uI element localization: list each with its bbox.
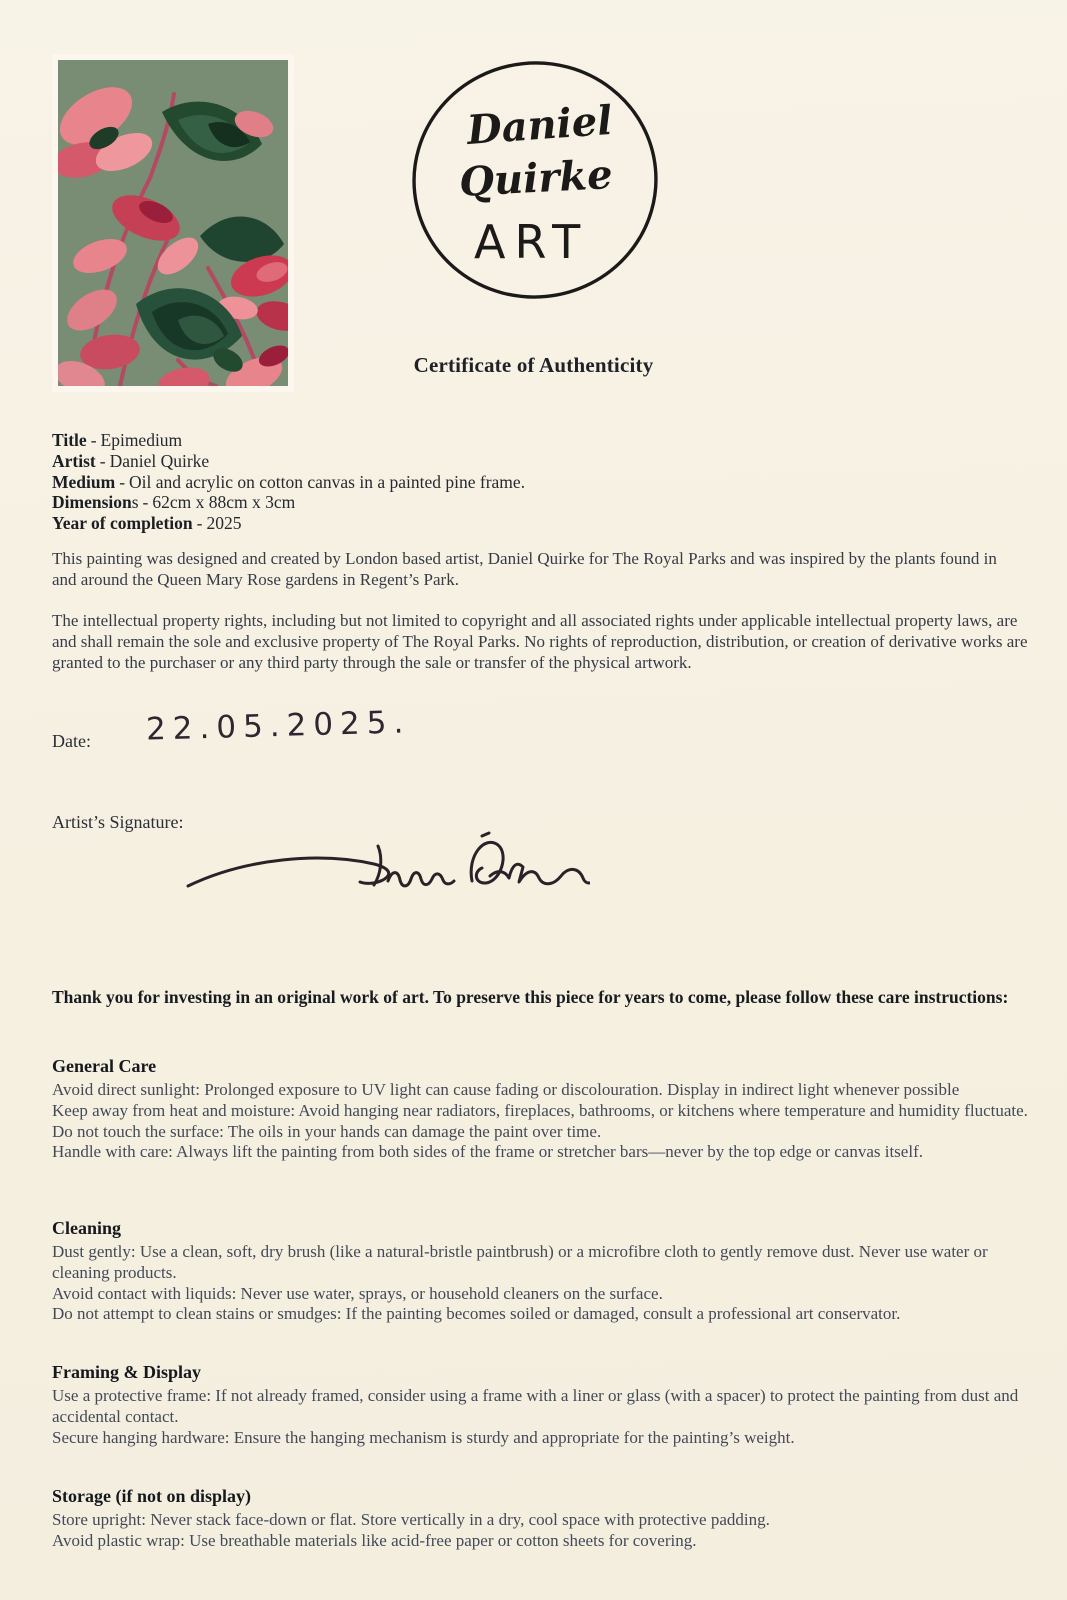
signature-label: Artist’s Signature: <box>52 812 184 832</box>
detail-label: Artist <box>52 450 96 471</box>
detail-separator: - <box>142 492 149 513</box>
detail-row-medium <box>52 472 525 493</box>
care-line: Avoid contact with liquids: Never use water, sprays, or household cleaners on the surface. <box>52 1283 663 1303</box>
detail-separator: - <box>119 471 126 492</box>
care-line: Handle with care: Always lift the painting from both sides of the frame or stretcher bars—never by the top edge or canvas itself. <box>52 1142 923 1162</box>
detail-value: Daniel Quirke <box>109 450 210 471</box>
ip-rights-paragraph: The intellectual property rights, including but not limited to copyright and all associated rights under applicable intellectual property laws, are and shall remain the sole and exclusive property of The Royal Parks. No rights of reproduction, distribution, or creation of derivative works are granted to the purchaser or any third party through the sale or transfer of the physical artwork. <box>52 611 1028 673</box>
detail-label: Dimension <box>52 492 132 513</box>
artwork-details <box>52 430 525 534</box>
certificate-title: Certificate of Authenticity <box>413 353 654 377</box>
detail-separator: - <box>90 430 97 450</box>
detail-row-dimensions <box>52 492 525 513</box>
logo-name-line2: Quirke <box>458 151 614 206</box>
care-line: Keep away from heat and moisture: Avoid hanging near radiators, fireplaces, bathrooms, or kitchens where temperature and humidity fluctuate. <box>52 1100 1028 1120</box>
detail-label: Medium <box>52 471 116 492</box>
description-paragraph: This painting was designed and created by London based artist, Daniel Quirke for The Royal Parks and was inspired by the plants found in and around the Queen Mary Rose gardens in Regent’s Park. <box>52 549 997 590</box>
detail-value: 2025 <box>206 513 242 534</box>
handwritten-date: 22.05.2025. <box>145 704 411 748</box>
care-section-framing-display <box>52 1362 1030 1448</box>
detail-row-year <box>52 513 525 534</box>
detail-label: Title <box>52 430 87 450</box>
detail-label: Year of completion <box>52 513 193 534</box>
logo-art-label: ART <box>474 215 590 269</box>
care-line: Avoid plastic wrap: Use breathable materials like acid-free paper or cotton sheets for covering. <box>52 1530 697 1550</box>
date-label: Date: <box>52 731 91 751</box>
logo-name-line1: Daniel <box>465 96 614 154</box>
care-line: Secure hanging hardware: Ensure the hanging mechanism is sturdy and appropriate for the painting’s weight. <box>52 1427 795 1447</box>
care-heading: General Care <box>52 1056 157 1076</box>
detail-value: Oil and acrylic on cotton canvas in a painted pine frame. <box>129 471 526 492</box>
care-line: Do not attempt to clean stains or smudges: If the painting becomes soiled or damaged, consult a professional art conservator. <box>52 1304 901 1324</box>
artist-signature <box>182 824 590 904</box>
detail-label-suffix: s <box>131 492 139 513</box>
care-section-storage <box>52 1486 1030 1552</box>
care-line: Use a protective frame: If not already framed, consider using a frame with a liner or glass (with a spacer) to protect the painting from dust and accidental contact. <box>52 1386 1019 1426</box>
care-intro: Thank you for investing in an original work of art. To preserve this piece for years to come, please follow these care instructions: <box>52 987 1009 1007</box>
care-section-cleaning <box>52 1218 1030 1325</box>
brand-logo <box>408 58 666 310</box>
care-heading: Framing & Display <box>52 1362 202 1382</box>
care-line: Avoid direct sunlight: Prolonged exposure to UV light can cause fading or discolouration. Display in indirect light whenever possible <box>52 1080 960 1099</box>
detail-row-artist <box>52 451 525 472</box>
care-line: Dust gently: Use a clean, soft, dry brush (like a natural-bristle paintbrush) or a microfibre cloth to gently remove dust. Never use water or cleaning products. <box>52 1242 988 1282</box>
artwork-thumbnail <box>58 60 288 386</box>
detail-separator: - <box>196 513 203 534</box>
detail-row-title <box>52 430 525 451</box>
care-section-general-care <box>52 1056 1030 1163</box>
care-heading: Cleaning <box>52 1218 122 1238</box>
care-heading: Storage (if not on display) <box>52 1486 252 1506</box>
detail-value: Epimedium <box>100 430 183 450</box>
care-line: Store upright: Never stack face-down or flat. Store vertically in a dry, cool space with protective padding. <box>52 1510 770 1529</box>
care-line: Do not touch the surface: The oils in your hands can damage the paint over time. <box>52 1121 602 1141</box>
detail-separator: - <box>99 450 106 471</box>
detail-value: 62cm x 88cm x 3cm <box>152 492 296 513</box>
